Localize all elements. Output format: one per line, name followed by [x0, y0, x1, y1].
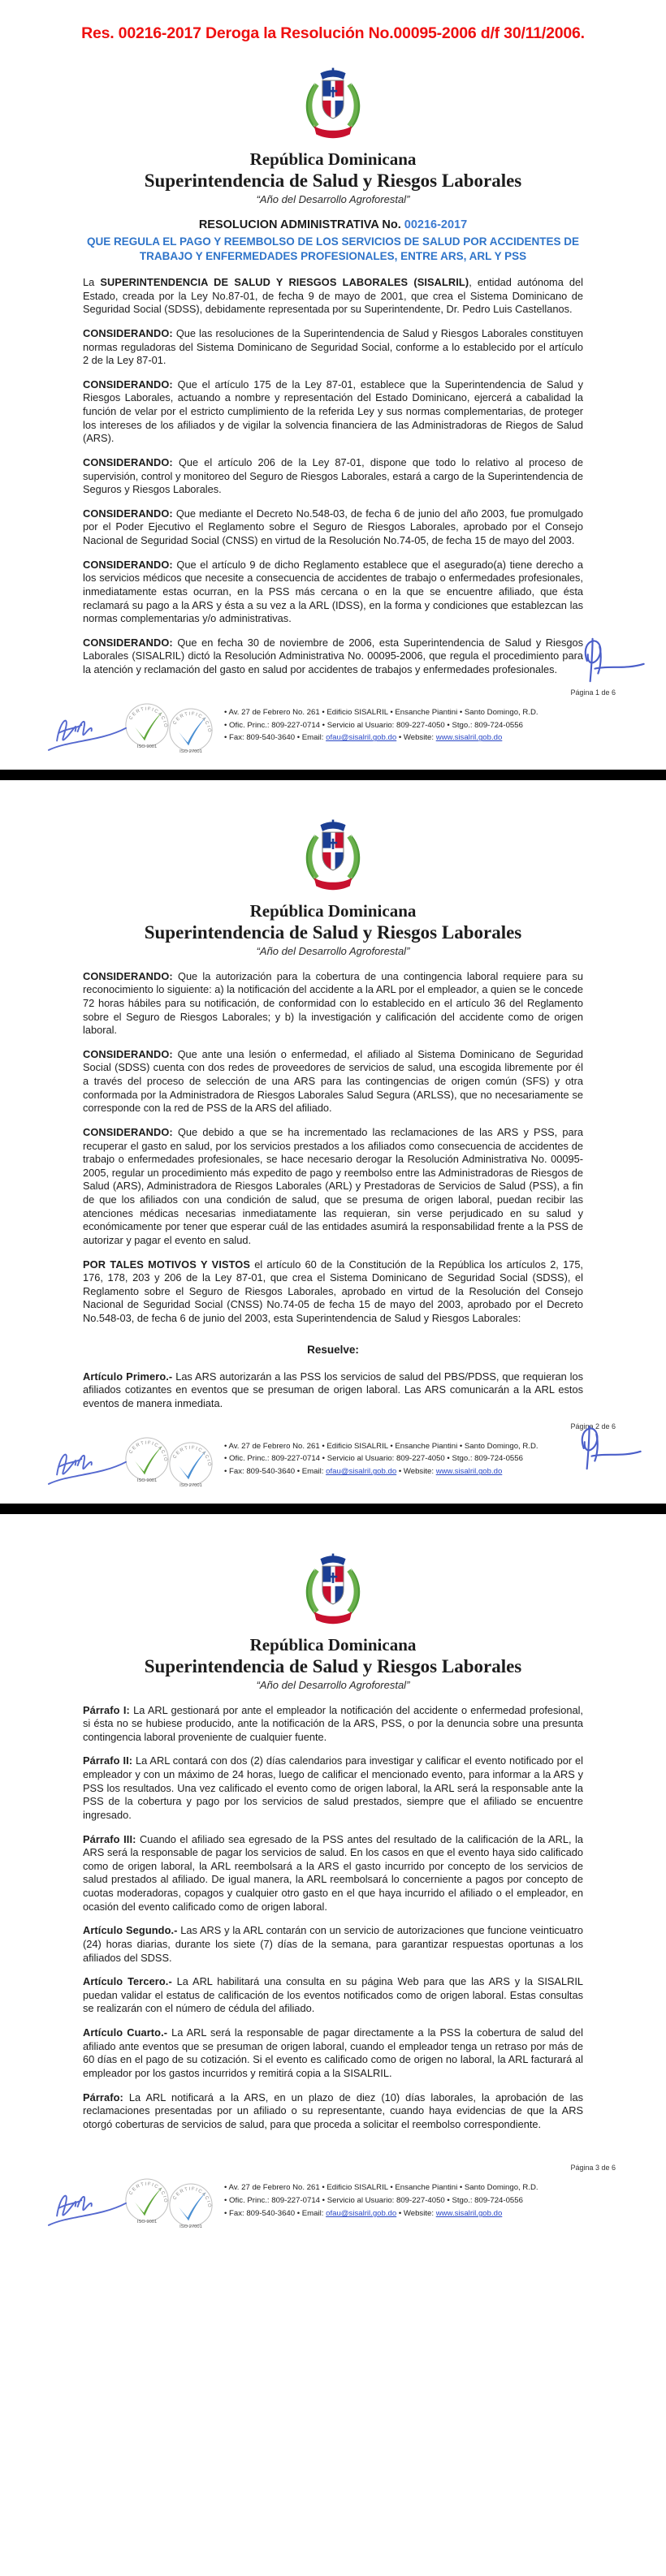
considerando-paragraph: CONSIDERANDO: Que el artículo 206 de la Ley 87-01, dispone que todo lo relativo al proceso de supervisión, control y monitoreo del Seguro de Riesgos Laborales, estará a cargo de la Superintendencia de Seguros y Riesgos Laborales. — [83, 455, 583, 496]
email-link[interactable]: ofau@sisalril.gob.do — [326, 1467, 397, 1477]
intro-paragraph: La SUPERINTENDENCIA DE SALUD Y RIESGOS LABORALES (SISALRIL), entidad autónoma del Estado, creada por la Ley No.87-01, de fecha 9 de mayo de 2001, que crea el Sistema Dominicano de Seguridad Social (SDSS), debidamente representada por su Superintendente, Dr. Pedro Luis Castellanos. — [83, 276, 583, 316]
footer-signature-icon — [41, 705, 130, 757]
contact-line-1: • Av. 27 de Febrero No. 261 • Edificio SISALRIL • Ensanche Piantini • Santo Domingo, R.D. — [224, 2183, 538, 2193]
country-title: República Dominicana — [249, 149, 417, 169]
page-separator-bar — [0, 770, 666, 780]
page-body — [83, 970, 583, 1411]
contact-line-3: • Fax: 809-540-3640 • Email: ofau@sisalril.gob.do • Website: www.sisalril.gob.do — [224, 1467, 503, 1477]
resolve-heading: Resuelve: — [307, 1343, 359, 1356]
resolution-number: 00216-2017 — [404, 218, 468, 231]
por-tales-motivos-paragraph: POR TALES MOTIVOS Y VISTOS el artículo 60 de la Constitución de la República los artículos 2, 175, 176, 178, 203 y 206 de la Ley 87-01, que crea el Sistema Dominicano de Seguridad Social (SDSS), el Reglamento sobre el Seguro de Riesgos Laborales, aprobado en virtud de la Resolución del Consejo Nacional de Seguridad Social (CNSS) No.74-05 de fecha 15 de mayo del 2003, aprobado por el Decreto No.548-03, de fecha 6 de junio del 2003, esta Superintendencia de Salud y Riesgos Laborales: — [83, 1258, 583, 1325]
iso-9001-badge-icon — [123, 701, 171, 752]
page-header — [83, 780, 583, 957]
monogram-signature-icon — [564, 1420, 645, 1474]
footer-signature-icon — [41, 1439, 130, 1491]
page-footer — [44, 701, 583, 757]
document-page-3 — [0, 1514, 666, 2242]
dominican-coat-of-arms-icon — [298, 1551, 368, 1629]
page-number-label: Página 1 de 6 — [570, 688, 616, 697]
website-link[interactable]: www.sisalril.gob.do — [435, 2209, 503, 2219]
year-motto: “Año del Desarrollo Agroforestal” — [256, 193, 410, 205]
contact-block — [224, 701, 538, 744]
contact-line-2: • Ofic. Princ.: 809-227-0714 • Servicio al Usuario: 809-227-4050 • Stgo.: 809-724-0556 — [224, 720, 523, 730]
considerando-paragraph: CONSIDERANDO: Que el artículo 175 de la Ley 87-01, establece que la Superintendencia de Salud y Riesgos Laborales, actuando a nombre y representación del Estado Dominicano, ejercerá a cabalidad la función de velar por el estricto cumplimiento de la referida Ley y sus normas complementarias, de proteger los intereses de los afiliados y de vigilar la solvencia financiera de las Administradoras de Riegos de Salud (ARS). — [83, 378, 583, 445]
considerando-paragraph: CONSIDERANDO: Que debido a que se ha incrementado las reclamaciones de las ARS y PSS, para recuperar el gasto en salud, por los servicios prestados a los afiliados como consecuencia de accidentes de trabajo o enfermedades profesionales, se hace necesario derogar la Resolución Administrativa No. 00095-2005, regular un procedimiento más expedito de pago y reembolso entre las Administradoras de Riesgos de Salud (ARS), Administradora de Riesgos Laborales (ARL) y Prestadoras de Servicios de Salud (PSS), a fin de que los afiliados con una condición de salud, que se presuma de origen laboral, puedan recibir las atenciones médicas necesarias inmediatamente las requieran, sin verse perjudicado en su salud y económicamente por tener que esperar cuál de las entidades asumirá la responsabilidad frente a la PSS de autorizar y pagar el evento en salud. — [83, 1125, 583, 1246]
iso-27001-badge-icon — [167, 706, 214, 757]
articulo-tercero-paragraph: Artículo Tercero.- La ARL habilitará una consulta en su página Web para que las ARS y la SISALRIL puedan validar el estatus de calificación de los eventos notificados como de origen laboral. Estas consultas se realizarán con el número de cédula del afiliado. — [83, 1975, 583, 2015]
considerando-paragraph: CONSIDERANDO: Que la autorización para la cobertura de una contingencia laboral requiere para su reconocimiento lo siguiente: a) la notificación del accidente a la ARL por el empleador, a quien se le concede 72 horas hábiles para su notificación, de conformidad con lo establecido en el artículo 36 del Reglamento sobre el Seguro de Riesgos Laborales; y b) la investigación y calificación del accidente como de origen laboral. — [83, 969, 583, 1037]
org-title: Superintendencia de Salud y Riesgos Laborales — [144, 170, 522, 191]
org-title: Superintendencia de Salud y Riesgos Laborales — [144, 1655, 522, 1676]
articulo-cuarto-paragraph: Artículo Cuarto.- La ARL será la responsable de pagar directamente a la PSS la cobertura de salud del afiliado ante eventos que se presuman de origen laboral, cuando el empleador tenga un retraso por más de 60 días en el pago de su cotización. Si el evento es calificado como de origen no laboral, la ARL facturará al empleador por los gastos incurridos y remitirá copia a la SISALRIL. — [83, 2026, 583, 2079]
iso-9001-badge-icon — [123, 2177, 171, 2227]
year-motto: “Año del Desarrollo Agroforestal” — [256, 944, 410, 957]
contact-line-3: • Fax: 809-540-3640 • Email: ofau@sisalril.gob.do • Website: www.sisalril.gob.do — [224, 733, 503, 743]
page-separator-bar — [0, 1504, 666, 1514]
parrafo-paragraph: Párrafo I: La ARL gestionará por ante el empleador la notificación del accidente o enfermedad profesional, si ésta no se hubiese producido, ante la notificación de la ARS, PSS, o por la denuncia sobre una presunta contingencia laboral proveniente de cualquier fuente. — [83, 1703, 583, 1743]
contact-line-1: • Av. 27 de Febrero No. 261 • Edificio SISALRIL • Ensanche Piantini • Santo Domingo, R.D. — [224, 1441, 538, 1451]
email-link[interactable]: ofau@sisalril.gob.do — [326, 733, 397, 743]
monogram-signature-icon — [567, 632, 648, 686]
parrafo-paragraph: Párrafo III: Cuando el afiliado sea egresado de la PSS antes del resultado de la calificación de la ARL, la ARS será la responsable de pagar los servicios de salud. En los casos en que el evento haya sido calificado como de origen laboral, la ARL reembolsará a la ARS el gasto incurrido por concepto de los servicios de salud prestados al afiliado. De igual manera, la ARL reembolsará lo concerniente a pagos por concepto de cuotas moderadoras, copagos y cualquier otro gasto en el que haya incurrido el afiliado o el empleador, en ocasión del evento calificado como de origen laboral. — [83, 1832, 583, 1913]
iso-27001-badge-icon — [167, 2181, 214, 2232]
org-title: Superintendencia de Salud y Riesgos Laborales — [144, 921, 522, 943]
document-page-2 — [0, 780, 666, 1495]
considerando-paragraph: CONSIDERANDO: Que las resoluciones de la Superintendencia de Salud y Riesgos Laborales constituyen normas reguladoras del Sistema Dominicano de Seguridad Social, conforme a lo establecido por el artículo 2 de la Ley 87-01. — [83, 326, 583, 367]
page-header — [83, 54, 583, 205]
contact-block — [224, 2177, 538, 2220]
contact-line-2: • Ofic. Princ.: 809-227-0714 • Servicio al Usuario: 809-227-4050 • Stgo.: 809-724-0556 — [224, 2196, 523, 2206]
page-header — [83, 1514, 583, 1691]
page-footer — [44, 1435, 583, 1491]
considerando-paragraph: CONSIDERANDO: Que el artículo 9 de dicho Reglamento establece que el asegurado(a) tiene derecho a los servicios médicos que necesite a consecuencia de accidentes de trabajo o enfermedades profesionales, inmediatamente estas ocurran, en la PSS más cercana o en la que se encuentre afiliado, que ésta reclamará su pago a la ARS y ésta a su vez a la ARL (IDSS), en la forma y condiciones que establezcan las normas complementarias y/o administrativas. — [83, 558, 583, 625]
contact-line-2: • Ofic. Princ.: 809-227-0714 • Servicio al Usuario: 809-227-4050 • Stgo.: 809-724-0556 — [224, 1454, 523, 1464]
website-link[interactable]: www.sisalril.gob.do — [435, 733, 503, 743]
parrafo-paragraph: Párrafo: La ARL notificará a la ARS, en un plazo de diez (10) días laborales, la aprobación de las reclamaciones presentadas por un afiliado o su representante, cuando haya evidencias de que la ARS otorgó coberturas de servicios de salud, para que proceda a solicitar el reembolso correspondiente. — [83, 2091, 583, 2130]
document-page-1 — [0, 54, 666, 762]
country-title: República Dominicana — [249, 900, 417, 921]
page-body — [83, 276, 583, 677]
parrafo-paragraph: Párrafo II: La ARL contará con dos (2) días calendarios para investigar y calificar el evento notificado por el empleador y con un máximo de 24 horas, luego de calificar el mencionado evento, para informar a la ARS y PSS los resultados. Una vez calificado el evento como de origen laboral, la ARL será la responsable ante la PSS de la cobertura y pago por los servicios de salud prestados, siempre que el afiliado se encuentre ingresado. — [83, 1754, 583, 1821]
page-number-label: Página 3 de 6 — [570, 2164, 616, 2173]
website-link[interactable]: www.sisalril.gob.do — [435, 1467, 503, 1477]
year-motto: “Año del Desarrollo Agroforestal” — [256, 1678, 410, 1691]
page-body — [83, 1704, 583, 2132]
contact-line-1: • Av. 27 de Febrero No. 261 • Edificio SISALRIL • Ensanche Piantini • Santo Domingo, R.D. — [224, 707, 538, 717]
email-link[interactable]: ofau@sisalril.gob.do — [326, 2209, 397, 2219]
iso-27001-badge-icon — [167, 1440, 214, 1491]
iso-9001-badge-icon — [123, 1435, 171, 1486]
country-title: República Dominicana — [249, 1634, 417, 1655]
considerando-paragraph: CONSIDERANDO: Que ante una lesión o enfermedad, el afiliado al Sistema Dominicano de Seguridad Social (SDSS) cuenta con dos redes de proveedores de servicios de salud, una escogida libremente por él a través del proceso de selección de una ARS para las contingencias de origen común (SFS) y otra conformada por la Administradora de Riesgos Laborales Salud Segura (ARLSS), que no necesariamente se corresponde con la red de PSS de la ARS del afiliado. — [83, 1047, 583, 1115]
dominican-coat-of-arms-icon — [298, 818, 368, 895]
resolution-title: RESOLUCION ADMINISTRATIVA No. 00216-2017 — [198, 218, 468, 231]
footer-signature-icon — [41, 2181, 130, 2233]
page-footer — [44, 2177, 583, 2232]
resolution-subtitle: QUE REGULA EL PAGO Y REEMBOLSO DE LOS SERVICIOS DE SALUD POR ACCIDENTES DE TRABAJO Y ENFERMEDADES PROFESIONALES, ENTRE ARS, ARL Y PSS — [86, 235, 580, 262]
contact-block — [224, 1435, 538, 1478]
articulo-primero-paragraph: Artículo Primero.- Las ARS autorizarán a las PSS los servicios de salud del PBS/PDSS, que requieran los afiliados cotizantes en eventos que se presuman de origen laboral. Las ARS comunicarán a la ARL estos eventos de manera inmediata. — [83, 1370, 583, 1409]
articulo-segundo-paragraph: Artículo Segundo.- Las ARS y la ARL contarán con un servicio de autorizaciones que funcione veinticuatro (24) horas diarias, durante los siete (7) días de la semana, para garantizar respuestas oportunas a los afiliados del SDSS. — [83, 1924, 583, 1964]
banner-annotation: Res. 00216-2017 Deroga la Resolución No.00095-2006 d/f 30/11/2006. — [81, 24, 585, 42]
page-number-label: Página 2 de 6 — [570, 1422, 616, 1430]
considerando-paragraph: CONSIDERANDO: Que en fecha 30 de noviembre de 2006, esta Superintendencia de Salud y Riesgos Laborales (SISALRIL) dictó la Resolución Administrativa No. 00095-2006, que regula el procedimiento para la atención y reclamación del gasto en salud por accidentes de trabajos y enfermedades profesionales. — [83, 636, 583, 676]
dominican-coat-of-arms-icon — [298, 66, 368, 144]
contact-line-3: • Fax: 809-540-3640 • Email: ofau@sisalril.gob.do • Website: www.sisalril.gob.do — [224, 2209, 503, 2219]
considerando-paragraph: CONSIDERANDO: Que mediante el Decreto No.548-03, de fecha 6 de junio del año 2003, fue promulgado por el Poder Ejecutivo el Reglamento sobre el Seguro de Riesgos Laborales, aprobado por el Consejo Nacional de Seguridad Social (CNSS) en virtud de la Resolución No.74-05, de fecha 15 de mayo del 2003. — [83, 507, 583, 547]
